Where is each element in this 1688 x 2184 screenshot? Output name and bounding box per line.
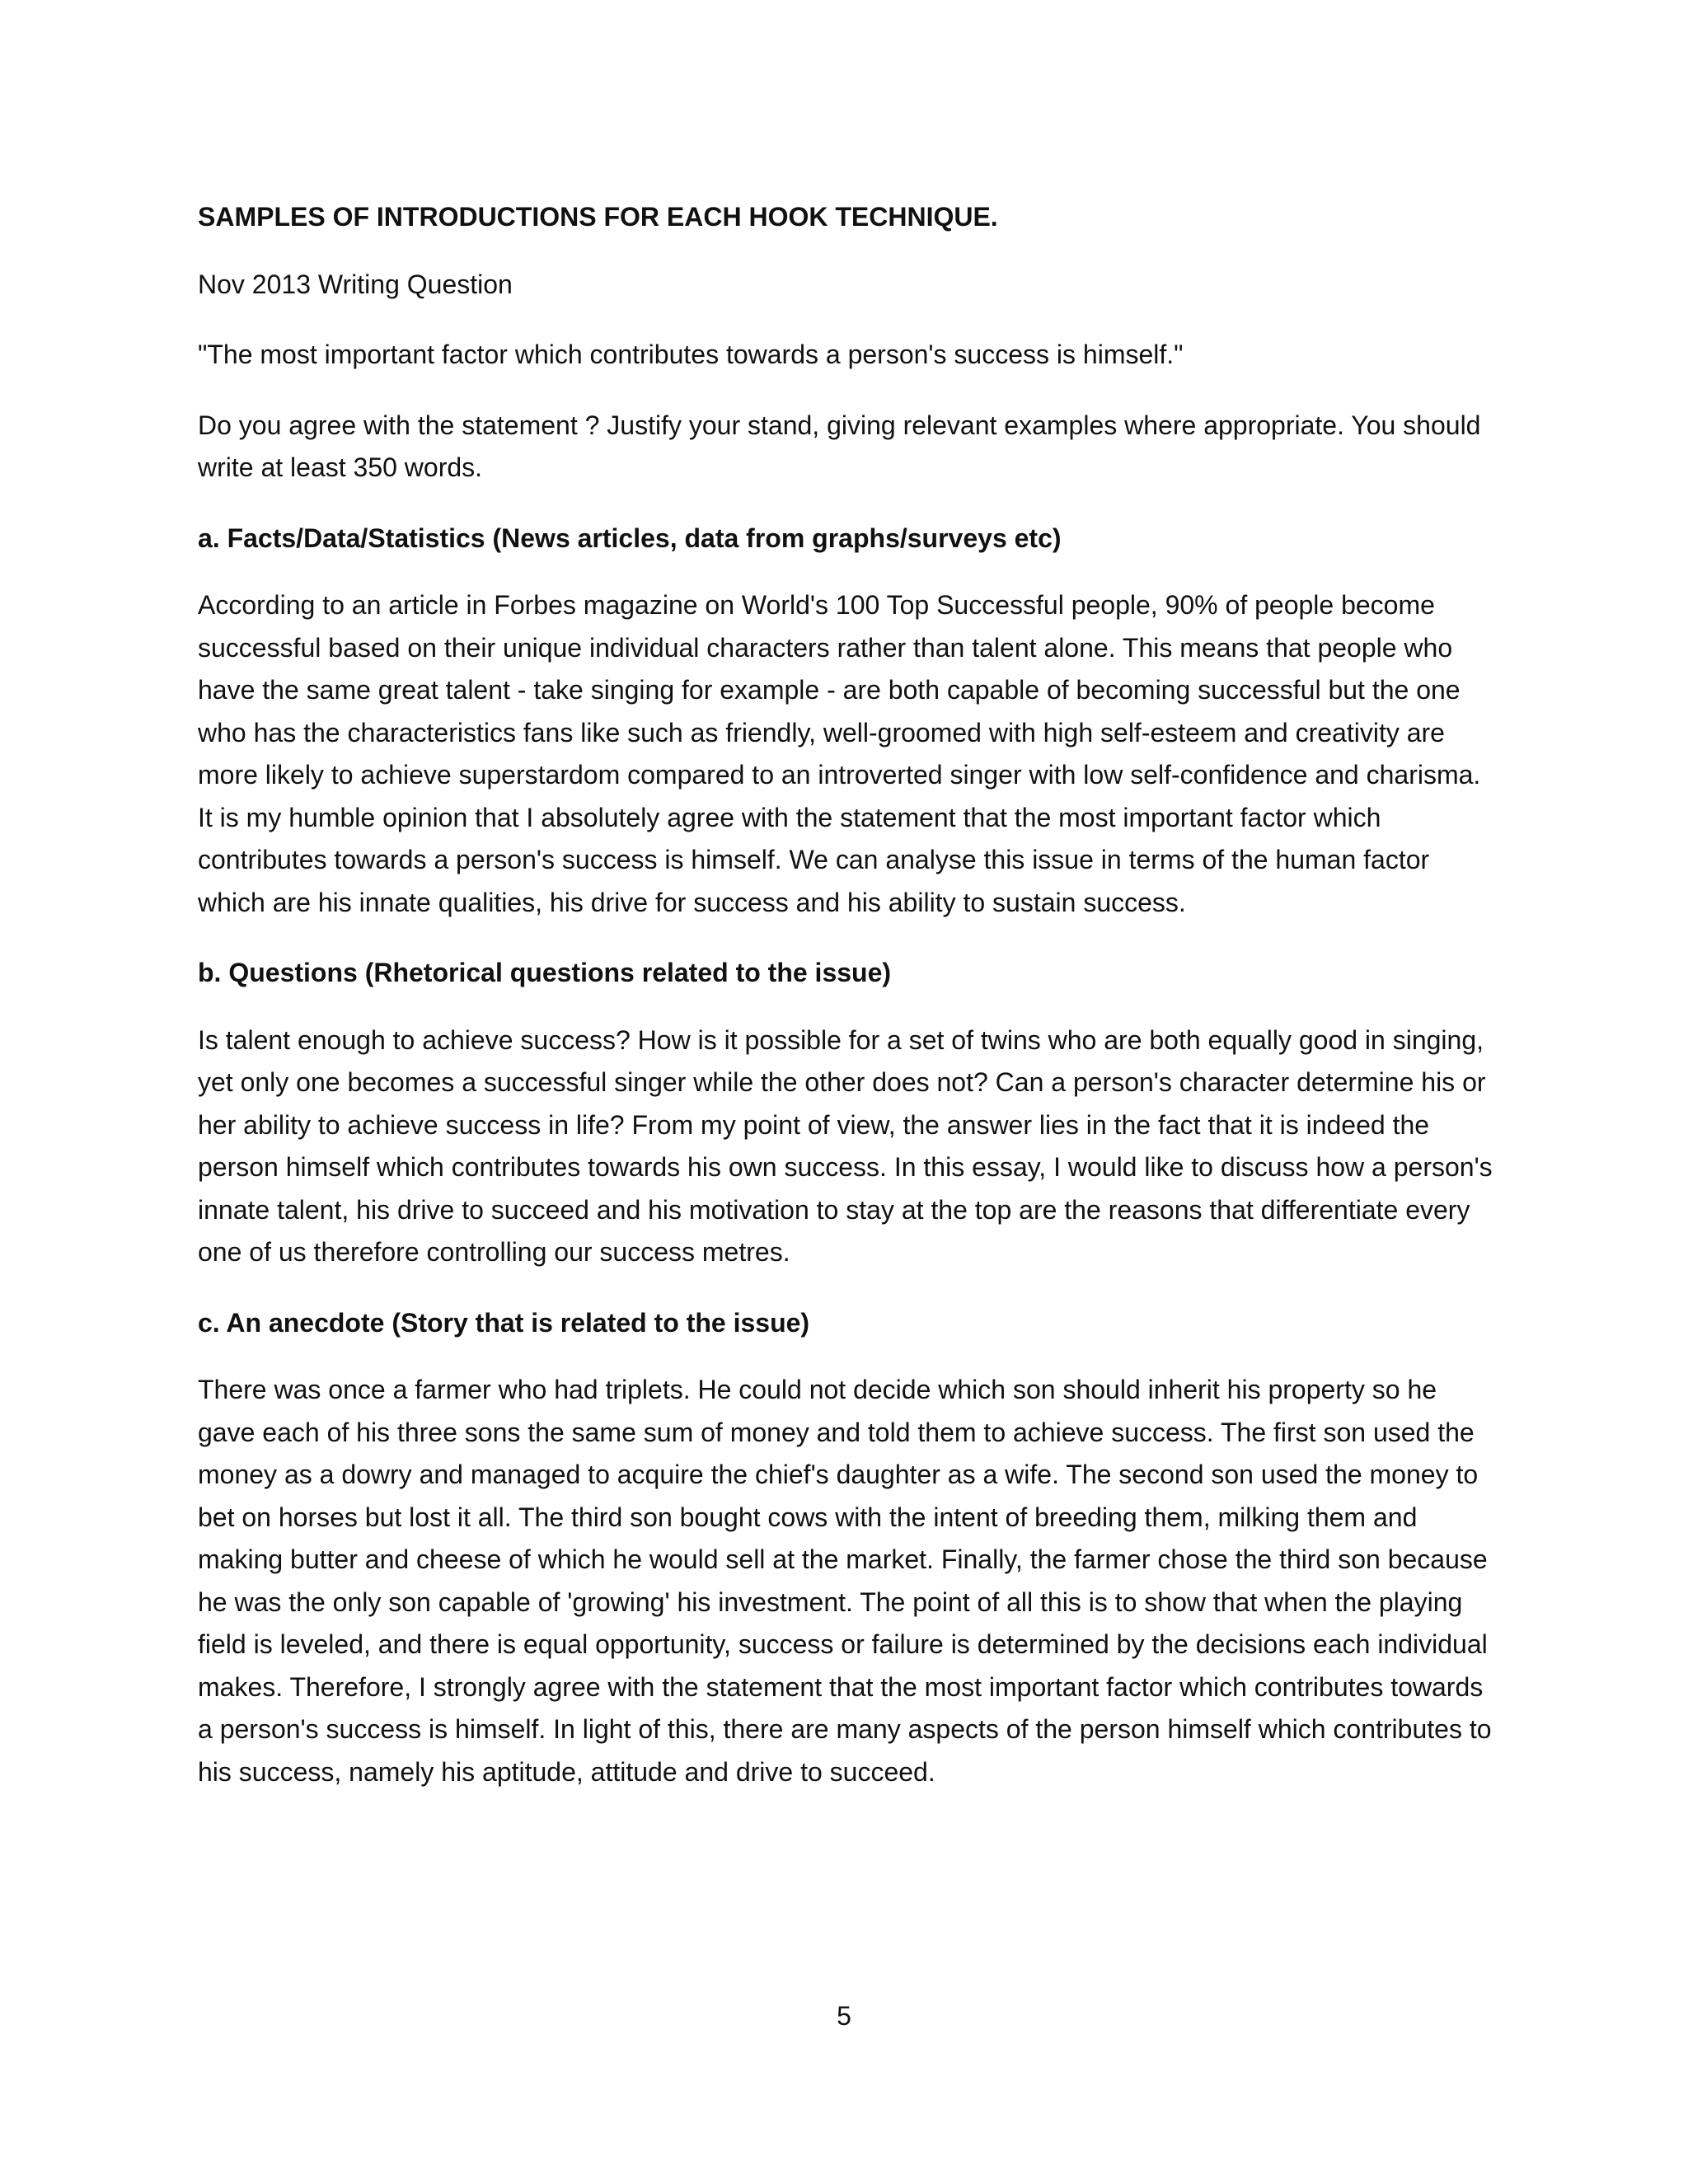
essay-prompt: Do you agree with the statement ? Justify your stand, giving relevant examples where appropriate. You should write at least 350 words. — [198, 410, 1481, 482]
section-body-questions: Is talent enough to achieve success? How is it possible for a set of twins who are both equally good in singing, yet only one becomes a successful singer while the other does not? Can a person's character determine his or her ability to achieve success in life? From my point of view, the answer lies in the fact that it is indeed the person himself which contributes towards his own success. In this essay, I would like to discuss how a person's innate talent, his drive to succeed and his motivation to stay at the top are the reasons that differentiate every one of us therefore controlling our success metres. — [198, 1024, 1493, 1267]
page-content — [198, 196, 1500, 1821]
exam-subtitle: Nov 2013 Writing Question — [198, 269, 513, 299]
section-heading-questions: b. Questions (Rhetorical questions related to the issue) — [198, 958, 892, 987]
section-heading-anecdote: c. An anecdote (Story that is related to the issue) — [198, 1307, 810, 1338]
essay-quote: "The most important factor which contributes towards a person's success is himself." — [198, 340, 1184, 369]
page-number: 5 — [837, 2001, 851, 2031]
document-title: SAMPLES OF INTRODUCTIONS FOR EACH HOOK TECHNIQUE. — [198, 202, 998, 232]
section-body-facts: According to an article in Forbes magazine on World's 100 Top Successful people, 90% of people become successful based on their unique individual characters rather than talent alone. This means that people who have the same great talent - take singing for example - are both capable of becoming successful but the one who has the characteristics fans like such as friendly, well-groomed with high self-esteem and creativity are more likely to achieve superstardom compared to an introverted singer with low self-confidence and charisma. It is my humble opinion that I absolutely agree with the statement that the most important factor which contributes towards a person's success is himself. We can analyse this issue in terms of the human factor which are his innate qualities, his drive for success and his ability to sustain success. — [198, 590, 1481, 917]
section-heading-facts: a. Facts/Data/Statistics (News articles, data from graphs/surveys etc) — [198, 523, 1062, 553]
section-body-anecdote: There was once a farmer who had triplets. He could not decide which son should inherit his property so he gave each of his three sons the same sum of money and told them to achieve success. The first son used the money as a dowry and managed to acquire the chief's daughter as a wife. The second son used the money to bet on horses but lost it all. The third son bought cows with the intent of breeding them, milking them and making butter and cheese of which he would sell at the market. Finally, the farmer chose the third son because he was the only son capable of 'growing' his investment. The point of all this is to show that when the playing field is leveled, and there is equal opportunity, success or failure is determined by the decisions each individual makes. Therefore, I strongly agree with the statement that the most important factor which contributes towards a person's success is himself. In light of this, there are many aspects of the person himself which contributes to his success, namely his aptitude, attitude and drive to succeed. — [198, 1375, 1492, 1787]
